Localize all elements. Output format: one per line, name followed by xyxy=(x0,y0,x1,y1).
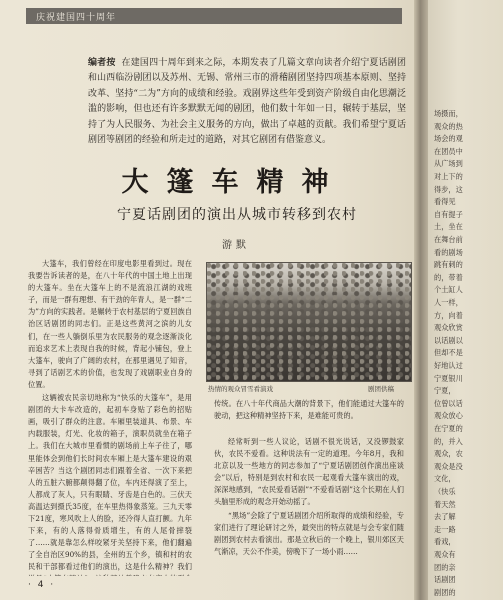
section-banner xyxy=(26,8,402,24)
right-page-line: 观众是没 xyxy=(434,461,463,471)
right-page-line: 跳有刺的 xyxy=(434,260,463,270)
editor-note-text: 在建国四十周年到来之际，本期发表了几篇文章向读者介绍宁夏话剧团和山西临汾剧团以及苏州、无锡、常州三市的滑稽剧团坚持四项基本原则、坚持改革、坚持“二为”方向的成绩和经验。戏剧界这些年受到资产阶级自由化思潮泛滥的影响，但也还有许多默默无闻的剧团，他们数十年如一日，辗转于基层，坚持了为人民服务、为社会主义服务的方向，做出了卓越的贡献。我们希望宁夏话剧团等剧团的经验和所走过的道路，对其它剧团有借鉴意义。 xyxy=(88,58,406,146)
right-page-line: 观众欣赏 xyxy=(434,323,463,333)
right-page-line: 位曾以话 xyxy=(434,398,463,408)
right-page-line: 团的亲 xyxy=(434,562,456,572)
right-page-line: 看戏， xyxy=(434,537,456,547)
right-page-line: 场摄而， xyxy=(434,109,463,118)
right-page-line: 的，带着 xyxy=(434,272,463,282)
right-page-line: 宁夏银川 xyxy=(434,373,463,383)
right-page-line: 文化， xyxy=(434,474,456,484)
page-number: · 4 · xyxy=(28,580,56,590)
article-title: 大篷车精神 xyxy=(121,167,347,198)
page-gutter xyxy=(414,0,428,600)
right-page-line: 观众有 xyxy=(434,550,456,559)
right-page-line: 在舞台前 xyxy=(434,235,463,244)
right-page-line: 从广场到 xyxy=(434,159,463,169)
editor-note-label: 编者按 xyxy=(88,58,116,68)
right-page-line: 宁夏， xyxy=(434,386,456,396)
right-page-line: 个土缸人 xyxy=(434,285,463,295)
paragraph: 经常听到一些人议论，话剧不很光说话，又没锣鼓家伙，农民不爱看。这种说法有一定的道理。今年8月，我和北京以及一些地方的同志参加了“宁夏话剧团创作演出座谈会”以后，特别是到农村和农民一起观看大篷车演出的戏，深深地感到，“农民爱看话剧”“不爱看话剧”这个长期在人们头脑里形成的观念开始动摇了。 xyxy=(214,437,404,507)
paragraph: “黑场”会除了宁夏话剧团介绍所取得的成绩和经验，专家们进行了理论研讨之外，最突出的特点就是与会专家们随剧团到农村去看演出。那是立秋后的一个晚上，银川郊区天气渐凉，天公不作美，傍晚下了一场小雨…… xyxy=(214,510,404,556)
section-banner-text: 庆祝建国四十周年 xyxy=(36,13,117,23)
right-page xyxy=(428,0,503,600)
right-page-line: 话剧团 xyxy=(434,575,456,585)
right-page-line: 剧团的 xyxy=(434,587,456,597)
right-page-line: 观众放心 xyxy=(434,411,463,421)
right-page-line: 观众，农 xyxy=(434,449,463,459)
article-photo xyxy=(206,262,412,382)
right-page-line: 对上下的 xyxy=(434,172,463,181)
right-page-line: 的，并入 xyxy=(434,436,463,446)
article-subtitle: 宁夏话剧团的演出从城市转移到农村 xyxy=(117,207,357,223)
right-page-line: 走一路 xyxy=(434,524,456,534)
right-page-line: 看的剧场 xyxy=(434,247,463,257)
paragraph: 大篷车，我们曾经在印度电影里看到过。现在我要告诉读者的是，在八十年代的中国土地上出现的大篷车。坐在大篷车上的不是流浪江湖的戏班子，而是一群有理想、有干劲的年青人，是一群“二为”方向的实践者。是辗转于农村基层的宁夏回族自治区话剧团的同志们。正是这些黄河之滨的儿女们，在一些人躺倒乐里为农民服务的观念逐渐淡化而追求艺术上表现自我的时候，背起小铺包，登上大篷车，驶向了广阔的农村，在那里遇见了知音，寻到了话剧艺术的价值，也发现了戏剧职业自身的位置。 xyxy=(28,259,192,389)
right-page-line: 得步，这 xyxy=(434,184,463,194)
paragraph: 传统。在八十年代商品大潮的背景下，他们能通过大篷车的驶动，把这种精神坚持下来，是难能可贵的。 xyxy=(214,399,404,421)
right-page-line: 观众的热 xyxy=(434,121,463,131)
right-page-line: 看得见 xyxy=(434,197,456,207)
right-page-line: 方，向着 xyxy=(434,310,463,320)
right-page-line: 但却不是 xyxy=(434,348,463,358)
right-page-line: 场会的观 xyxy=(434,134,463,144)
right-page-line: 人一样， xyxy=(434,298,463,307)
editor-note xyxy=(88,56,406,148)
right-page-line: 以话剧以 xyxy=(434,335,463,345)
article-author: 游默 xyxy=(222,240,250,251)
paragraph: 这辆被农民亲切地称为“快乐的大篷车”，是用剧团的大卡车改造的，起初车身贴了彩色的招贴画，吸引了群众的注意。车厢里装道具、布景、车内载服装，灯光、化妆的箱子，演职员就坐在箱子上。我们在大城市里看惯的剧场前上车子往了，哪里能体会到他们长时间农车厢上是大篷车建设的艰辛困苦？当这个剧团同志们跟着全省、一次下来把人的五脏六腑都颠得翻了位，车内还得演了至上，人都成了灰人，只有眼睛、牙齿是白色的。三伏天高温达到摄氏35度，在车里热得象蒸笼。三九天零下21度，寒风吹上人的脸，还冷得人直打颤。九年下来，有的人落得骨质增生，有的人尾骨摔裂了……就是靠怎么样咬紧牙关坚持下来，他们翻遍了全自治区90%的县，全州的五个乡，镇和村的农民和干部都看过他们的演出，这是什么精神？我们 xyxy=(28,393,192,572)
article-column-left xyxy=(28,258,192,576)
right-page-line: 在宁夏的 xyxy=(434,424,463,433)
article-column-right-top xyxy=(214,398,404,434)
right-page-line: 自有提子 xyxy=(434,209,463,219)
right-page-line: 好地认过 xyxy=(434,361,463,370)
right-page-line: （快乐 xyxy=(434,487,456,496)
article-column-right xyxy=(214,436,404,584)
right-page-line: 着天然 xyxy=(434,499,456,509)
photo-caption: 热情的观众冒雪看演戏 xyxy=(208,385,273,393)
right-page-line: 土，坐在 xyxy=(434,222,463,232)
right-page-line: 去了解 xyxy=(434,512,456,522)
photo-credit: 剧团供稿 xyxy=(368,385,394,393)
right-page-line: 在团员中 xyxy=(434,146,463,156)
